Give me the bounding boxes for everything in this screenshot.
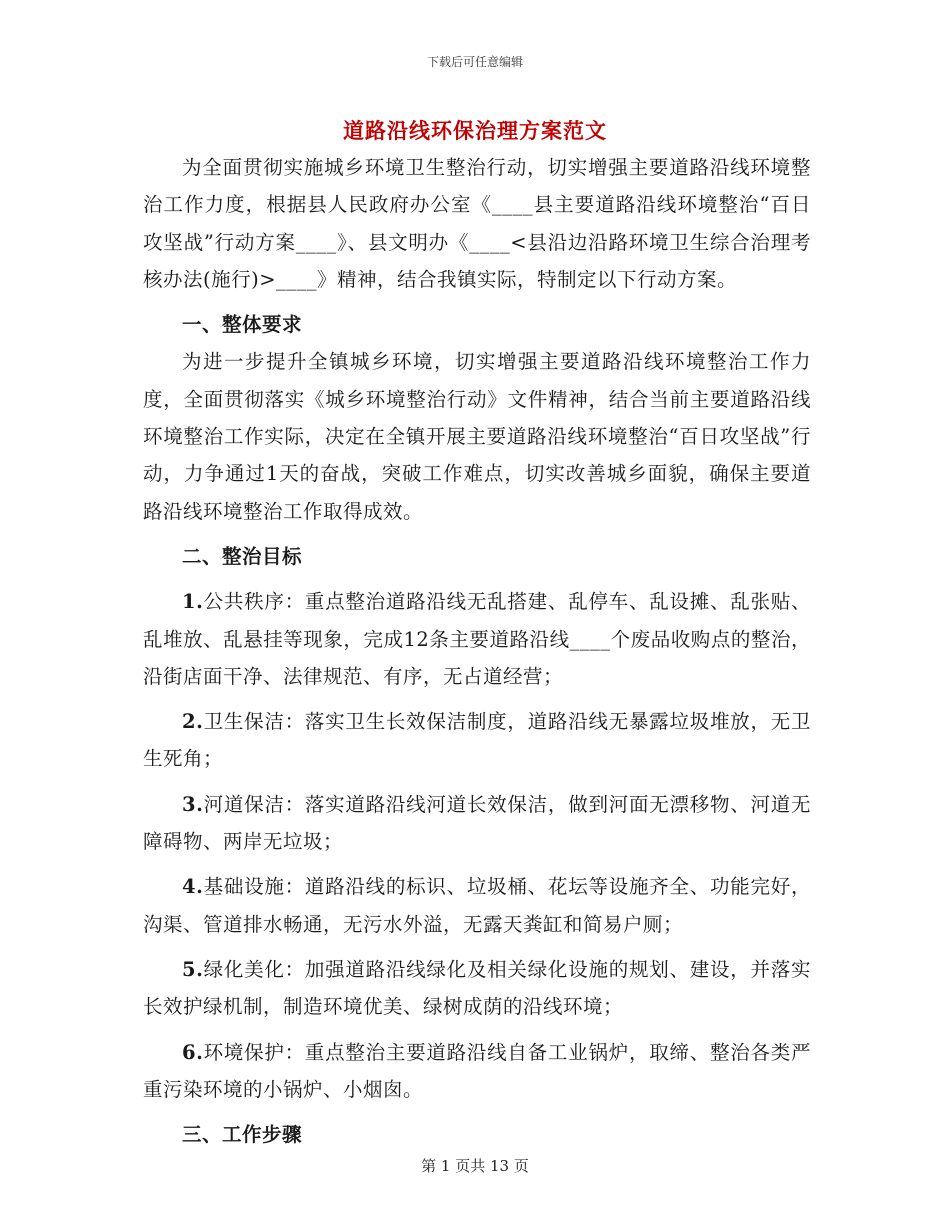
page-footer: 第 1 页共 13 页 — [421, 1157, 529, 1175]
goal-item-4 — [143, 868, 811, 943]
goal-item-3 — [143, 786, 811, 861]
goal-item-number: 1. — [182, 590, 204, 614]
section-heading-1: 一、整体要求 — [182, 313, 303, 337]
goal-item-number: 3. — [182, 792, 204, 816]
goal-item-2 — [143, 703, 811, 778]
goal-item-text: 卫生保洁：落实卫生长效保洁制度，道路沿线无暴露垃圾堆放，无卫生死角； — [143, 710, 811, 771]
goal-item-number: 6. — [182, 1040, 204, 1064]
goal-item-text: 河道保洁：落实道路沿线河道长效保洁，做到河面无漂移物、河道无障碍物、两岸无垃圾； — [143, 792, 811, 854]
section-heading-2: 二、整治目标 — [182, 544, 303, 568]
goal-item-1 — [143, 583, 811, 695]
goal-item-text: 绿化美化：加强道路沿线绿化及相关绿化设施的规划、建设，并落实长效护绿机制，制造环境优美、绿树成荫的沿线环境； — [143, 957, 811, 1019]
goal-item-text: 基础设施：道路沿线的标识、垃圾桶、花坛等设施齐全、功能完好，沟渠、管道排水畅通，无污水外溢，无露天粪缸和简易户厕； — [143, 875, 811, 936]
goal-item-number: 4. — [182, 875, 204, 899]
goal-item-number: 5. — [182, 957, 204, 981]
goal-item-6 — [143, 1034, 811, 1109]
section-heading-3: 三、工作步骤 — [182, 1123, 303, 1147]
document-title: 道路沿线环保治理方案范文 — [343, 118, 607, 143]
document-body — [143, 149, 811, 1153]
goal-item-5 — [143, 951, 811, 1026]
intro-paragraph: 为全面贯彻实施城乡环境卫生整治行动，切实增强主要道路沿线环境整治工作力度，根据县人民政府办公室《____县主要道路沿线环境整治“百日攻坚战”行动方案____》、县文明办《____<县沿边沿路环境卫生综合治理考核办法(施行)>____》精神，结合我镇实际，特制定以下行动方案。 — [143, 156, 811, 291]
section-paragraph-1: 为进一步提升全镇城乡环境，切实增强主要道路沿线环境整治工作力度，全面贯彻落实《城乡环境整治行动》文件精神，结合当前主要道路沿线环境整治工作实际，决定在全镇开展主要道路沿线环境整治“百日攻坚战”行动，力争通过1天的奋战，突破工作难点，切实改善城乡面貌，确保主要道路沿线环境整治工作取得成效。 — [143, 350, 811, 523]
goal-item-text: 公共秩序：重点整治道路沿线无乱搭建、乱停车、乱设摊、乱张贴、乱堆放、乱悬挂等现象，完成12条主要道路沿线____个废品收购点的整治，沿街店面干净、法律规范、有序，无占道经营； — [143, 590, 811, 688]
goal-item-number: 2. — [182, 710, 204, 734]
header-note: 下载后可任意编辑 — [426, 55, 523, 69]
goal-item-text: 环境保护：重点整治主要道路沿线自备工业锅炉，取缔、整治各类严重污染环境的小锅炉、小烟囱。 — [143, 1040, 811, 1101]
